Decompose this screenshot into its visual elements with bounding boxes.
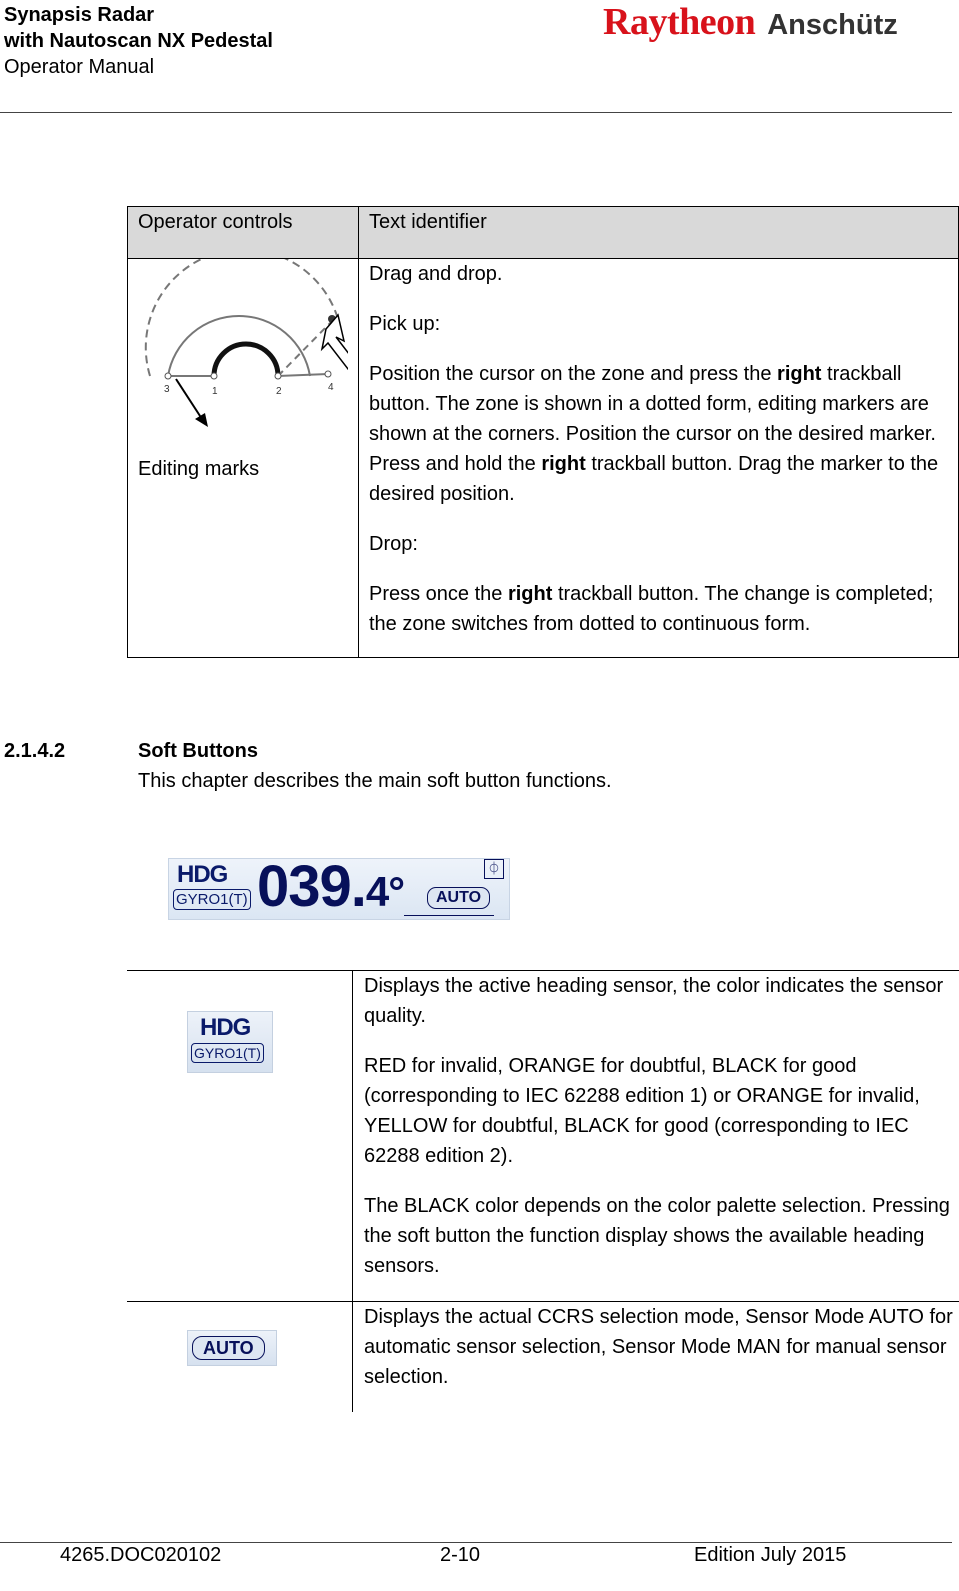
col-header-text: Text identifier [359,207,959,259]
text-span: Press once the [369,583,508,605]
hdg-desc-3: The BLACK color depends on the color palette selection. Pressing the soft button the function display shows the available heading sensors. [364,1195,950,1277]
editing-marks-caption: Editing marks [138,458,260,480]
auto-mode-button[interactable]: AUTO [427,887,490,909]
logo-sub: Anschütz [767,9,898,41]
heading-value [257,853,404,920]
controls-cell [128,259,359,658]
section-number: 2.1.4.2 [4,740,66,762]
footer-edition: Edition July 2015 [694,1544,847,1566]
zone-outer-dashed-arc [146,259,338,376]
footer-page-number: 2-10 [440,1544,481,1566]
marker-label-2: 2 [276,386,282,397]
heading-int: 039. [257,854,366,919]
pointer-arrowhead [195,413,208,427]
marker-label-3: 3 [164,384,170,395]
hdg-description-cell [364,971,959,1281]
text-span: Position the cursor on the zone and press the [369,363,778,385]
auto-soft-button-icon [187,1330,277,1366]
table-row [127,1301,959,1412]
heading-decimal: 4° [365,868,405,915]
hdg-icon-label: HDG [200,1014,251,1041]
marker-label-1: 1 [212,386,218,397]
pick-up-description [369,359,948,509]
zone-inner-arc [214,344,278,376]
gyro-sensor-button[interactable]: GYRO1(T) [173,889,251,910]
zone-editing-diagram [138,259,348,429]
operator-controls-table [127,206,959,658]
auto-desc-1: Displays the actual CCRS selection mode, Sensor Mode AUTO for automatic sensor selection, Sensor Mode MAN for manual sensor selection. [364,1306,953,1388]
pick-up-title: Pick up: [369,313,441,335]
hdg-label: HDG [177,861,228,888]
hdg-icon-sensor: GYRO1(T) [191,1043,264,1063]
pointer-line [176,379,202,419]
hdg-desc-2: RED for invalid, ORANGE for doubtful, BLACK for good (corresponding to IEC 62288 edition 1) or ORANGE for invalid, YELLOW for doubtful, BLACK for good (corresponding to IEC 62288 edition 2). [364,1055,920,1167]
document-header [4,2,273,80]
auto-icon-cell [127,1302,353,1412]
footer-doc-number: 4265.DOC020102 [60,1544,222,1566]
drop-description [369,579,948,639]
editing-marker-3 [165,373,171,379]
underline-divider [404,915,494,916]
editing-marker-4 [325,371,331,377]
marker-label-4: 4 [328,382,334,393]
table-row [127,970,959,1301]
bold-right-3: right [507,583,553,605]
company-logo [603,0,898,44]
auto-icon-label: AUTO [192,1336,265,1360]
hdg-icon-cell [127,971,353,1301]
auto-description-cell [364,1302,959,1392]
zone-drag-edge [278,319,334,376]
cursor-arrow-icon [322,315,348,369]
hdg-desc-1: Displays the active heading sensor, the color indicates the sensor quality. [364,975,944,1027]
zone-right-edge [278,374,328,376]
bold-right-1: right [777,363,822,385]
editing-marker-2 [275,373,281,379]
section-title: Soft Buttons [138,740,258,762]
text-span: trackball button. The zone is shown in a dotted form, editing markers are shown at the corners. Position the cursor on the desired marker. Press and hold the [369,363,936,475]
section-description: This chapter describes the main soft button functions. [138,770,612,792]
soft-buttons-table [127,970,959,1412]
header-product: Synapsis Radar [4,4,155,26]
col-header-controls: Operator controls [128,207,359,259]
hdg-soft-button-icon [187,1011,273,1073]
bold-right-2: right [541,453,586,475]
text-identifier-cell [359,259,959,658]
text-span: trackball button. The change is completed; the zone switches from dotted to continuous form. [369,583,934,635]
table-header-row [128,207,959,259]
table-row [128,259,959,658]
header-product-variant: with Nautoscan NX Pedestal [4,30,273,52]
header-divider [0,112,952,113]
header-doc-type: Operator Manual [4,56,155,78]
editing-marker-1 [211,373,217,379]
indicator-icon: ⏀ [484,859,504,879]
drag-drop-title: Drag and drop. [369,263,503,285]
footer-divider [0,1542,952,1543]
heading-display-panel [168,854,510,920]
logo-brand: Raytheon [603,1,756,43]
drop-title: Drop: [369,533,418,555]
text-span: trackball button. Drag the marker to the desired position. [369,453,939,505]
